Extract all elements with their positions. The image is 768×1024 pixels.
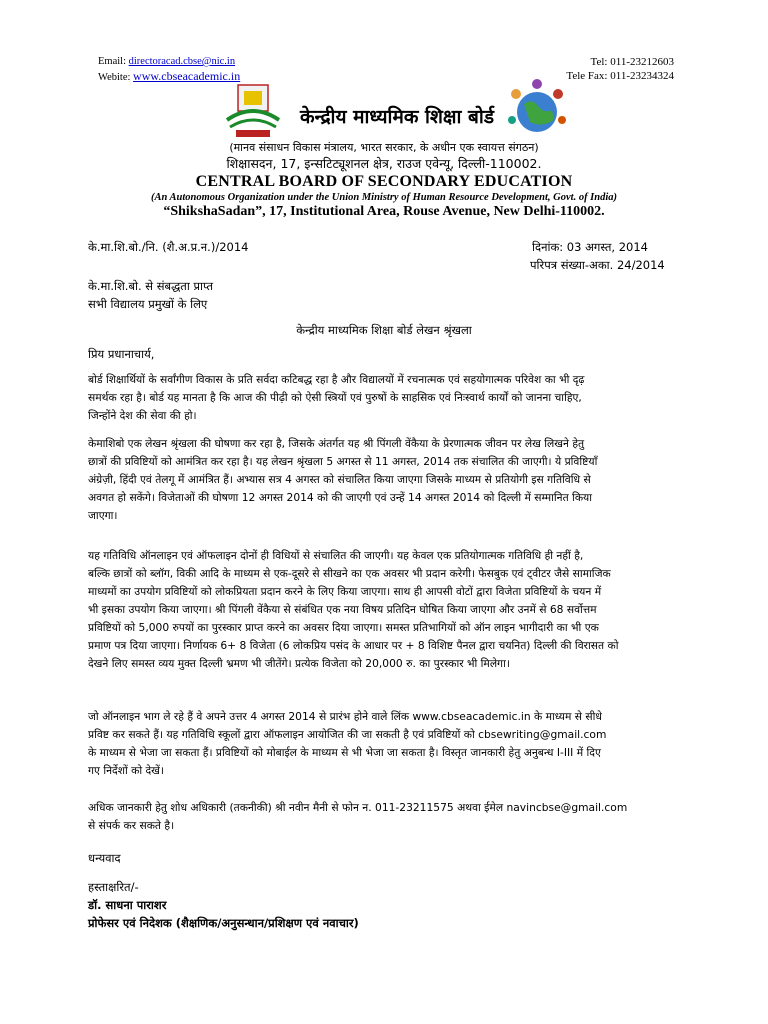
paragraph-2-line: केमाशिबो एक लेखन श्रृंखला की घोषणा कर रहा है, जिसके अंतर्गत यह श्री पिंगली वेंकैया के प्रेरणात्मक जीवन पर लेख लिखने हेतु <box>88 437 585 450</box>
paragraph-3-line: प्रमाण पत्र दिया जाएगा। निर्णायक 6+ 8 विजेता (6 लोकप्रिय पसंद के आधार पर + 8 विशिष्ट पैनल द्वारा चयनित) दिल्ली की विरासत को <box>88 639 619 652</box>
paragraph-4 <box>88 708 676 780</box>
fax: Tele Fax: 011-23234324 <box>566 70 674 82</box>
board-english-address: “ShikshaSadan”, 17, Institutional Area, Rouse Avenue, New Delhi-110002. <box>163 204 605 219</box>
paragraph-3-line: भी इसका उपयोग किया जाएगा। श्री पिंगली वेंकैया से संबंधित एक नया विषय प्रतिदिन घोषित किया जाएगा और उनमें से 68 सर्वोत्तम <box>88 603 597 616</box>
board-english-subtitle: (An Autonomous Organization under the Union Ministry of Human Resource Development, Govt. of India) <box>150 192 618 203</box>
paragraph-1-line: जिन्होंने देश की सेवा की हो। <box>88 409 197 422</box>
paragraph-3-line: यह गतिविधि ऑनलाइन एवं ऑफलाइन दोनों ही विधियों से संचालित की जाएगी। यह केवल एक प्रतियोगात्मक गतिविधि ही नहीं है, <box>88 549 584 562</box>
contact-right <box>566 55 674 83</box>
paragraph-2-line: जाएगा। <box>88 509 118 522</box>
paragraph-1-line: बोर्ड शिक्षार्थियों के सर्वांगीण विकास के प्रति सर्वदा कटिबद्ध रहा है और विद्यालयों में रचनात्मक एवं सहयोगात्मक परिवेश का भी दृढ़ <box>88 373 585 386</box>
board-hindi-address: शिक्षासदन, 17, इन्सटिट्यूशनल क्षेत्र, राउज एवेन्यू, दिल्ली-110002. <box>226 156 542 171</box>
paragraph-2-line: छात्रों की प्रविष्टियों को आमंत्रित कर रहा है। यह लेखन श्रृंखला 5 अगस्त से 11 अगस्त, 2014 तक संचालित की जाएगी। ये प्रविष्टियाँ <box>88 455 598 468</box>
letter-date: दिनांक: 03 अगस्त, 2014 <box>532 240 648 254</box>
salutation: प्रिय प्रधानाचार्य, <box>88 347 155 361</box>
recipient-line-2: सभी विद्यालय प्रमुखों के लिए <box>88 297 208 311</box>
paragraph-3-line: प्रविष्टियों को 5,000 रुपयों का पुरस्कार प्राप्त करने का अवसर दिया जाएगा। समस्त प्रतिभागियों को ऑन लाइन भागीदारी का भी एक <box>88 621 599 634</box>
paragraph-2 <box>88 435 676 525</box>
paragraph-5-line: से संपर्क कर सकते है। <box>88 819 175 832</box>
paragraph-4-line: जो ऑनलाइन भाग ले रहे हैं वे अपने उत्तर 4 अगस्त 2014 से प्रारंभ होने वाले लिंक www.cbseacademic.in के माध्यम से सीधे <box>88 710 602 723</box>
closing-thanks: धन्यवाद <box>88 851 121 865</box>
letter-subject: केन्द्रीय माध्यमिक शिक्षा बोर्ड लेखन श्रृंखला <box>296 323 472 337</box>
board-hindi-name: केन्द्रीय माध्यमिक शिक्षा बोर्ड <box>300 106 494 128</box>
board-hindi-subtitle: (मानव संसाधन विकास मंत्रालय, भारत सरकार, के अधीन एक स्वायत्त संगठन) <box>229 141 539 154</box>
email-link[interactable]: directoracad.cbse@nic.in <box>128 56 236 67</box>
contact-left <box>98 55 240 85</box>
paragraph-2-line: अंग्रेज़ी, हिंदी एवं तेलगू में आमंत्रित हैं। अभ्यास सत्र 4 अगस्त को संचालित किया जाएगा जिसके माध्यम से प्रतियोगी इस गतिविधि से <box>88 473 591 486</box>
paragraph-3-line: बल्कि छात्रों को ब्लॉग, विकी आदि के माध्यम से एक-दूसरे से सीखने का एक अवसर भी प्रदान करेगी। फेसबुक एवं ट्वीटर जैसे सामाजिक <box>88 567 611 580</box>
paragraph-4-line: प्रविष्ट कर सकते हैं। यह गतिविधि स्कूलों द्वारा ऑफलाइन आयोजित की जा सकती है एवं प्रविष्टियों को cbsewriting@gmail.com <box>88 728 607 741</box>
reference-number: के.मा.शि.बो./नि. (शै.अ.प्र.न.)/2014 <box>88 240 249 254</box>
recipient-line-1: के.मा.शि.बो. से संबद्धता प्राप्त <box>88 279 214 293</box>
signatory-designation: प्रोफेसर एवं निदेशक (शैक्षणिक/अनुसन्धान/प्रशिक्षण एवं नवाचार) <box>88 916 359 930</box>
website-link[interactable]: www.cbseacademic.in <box>133 69 241 83</box>
cbse-logo-icon <box>222 80 284 142</box>
paragraph-2-line: अवगत हो सकेंगे। विजेताओं की घोषणा 12 अगस्त 2014 को की जाएगी एवं उन्हें 14 अगस्त 2014 को दिल्ली में सम्मानित किया <box>88 491 593 504</box>
signatory-name: डॉ. साधना पाराशर <box>88 898 167 912</box>
paragraph-1 <box>88 371 676 425</box>
globe-children-logo-icon <box>502 72 572 142</box>
paragraph-3-line: माध्यमों का उपयोग प्रविष्टियों को लोकप्रियता प्रदान करने के लिए किया जाएगा। साथ ही आपसी वोटों द्वारा विजेता प्रविष्टियों के चयन में <box>88 585 602 598</box>
paragraph-1-line: समर्थक रहा है। बोर्ड यह मानता है कि आज की पीढ़ी को ऐसी स्त्रियों एवं पुरुषों के साहसिक एवं निःस्वार्थ कार्यों को जानना चाहिए, <box>88 391 582 404</box>
closing-signed: हस्ताक्षरित/- <box>88 880 139 894</box>
website-label: Webite: <box>98 72 131 83</box>
paragraph-3-line: देखने लिए समस्त व्यय मुक्त दिल्ली भ्रमण भी जीतेंगे। प्रत्येक विजेता को 20,000 रु. का पुरस्कार भी मिलेगा। <box>88 657 510 670</box>
email-label: Email: <box>98 56 126 67</box>
paragraph-3 <box>88 547 676 673</box>
paragraph-4-line: के माध्यम से भेजा जा सकता हैं। प्रविष्टियों को मोबाईल के माध्यम से भी भेजा जा सकता है। विस्तृत जानकारी हेतु अनुबन्ध I-III में दिए <box>88 746 601 759</box>
telephone: Tel: 011-23212603 <box>590 56 674 68</box>
paragraph-4-line: गए निर्देशों को देखें। <box>88 764 164 777</box>
paragraph-5 <box>88 799 676 835</box>
paragraph-5-line: अधिक जानकारी हेतु शोध अधिकारी (तकनीकी) श्री नवीन मैनी से फोन न. 011-23211575 अथवा ईमेल navincbse@gmail.com <box>88 801 628 814</box>
circular-number: परिपत्र संख्या-अका. 24/2014 <box>530 258 665 272</box>
board-english-name: CENTRAL BOARD OF SECONDARY EDUCATION <box>195 173 573 190</box>
